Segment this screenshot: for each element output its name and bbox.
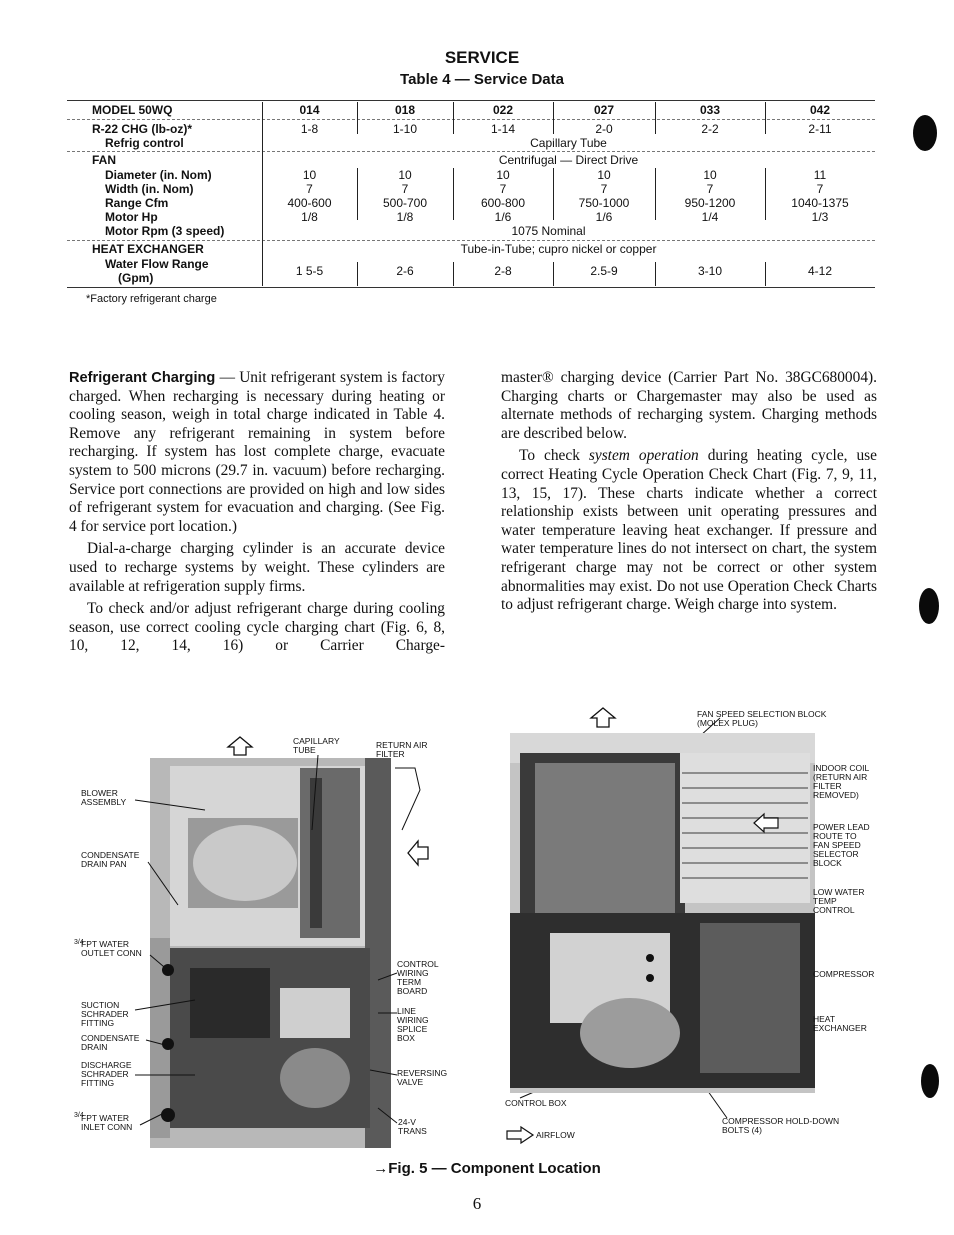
paragraph-text: during heating cycle, use correct Heating Cycle Operation Check Chart (Fig. 7, 9, 11, 13, 15, 17). These charts indicate whether a correct relationship exists between unit operating pressures and water temperature leaving heat exchanger. If pressure and water temperature lines do not intersect on chart, the system refrigerant charge may not be correct or other system abnormalities may exist. Do not use Operation Check Charts to adjust refrigerant charge. Weigh charge into system.: [501, 447, 877, 614]
reversing-valve-label: REVERSING VALVE: [397, 1068, 448, 1087]
refrig-label: Refrig control: [105, 136, 184, 150]
table-cell: 7: [499, 182, 507, 196]
model-header: 018: [394, 103, 416, 117]
diameter-label: Diameter (in. Nom): [105, 168, 212, 182]
model-label: MODEL 50WQ: [92, 103, 173, 117]
table-cell: 3-10: [697, 264, 723, 278]
outlet-size-label: 3/4: [74, 939, 84, 946]
inlet-size-label: 3/4: [74, 1112, 84, 1119]
table-cell: 1/3: [811, 210, 829, 224]
suction-fitting-label: SUCTION SCHRADER FITTING: [81, 1000, 129, 1028]
table-cell: 1 5-5: [295, 264, 324, 278]
table-cell: 4-12: [807, 264, 833, 278]
rpm-value: 1075 Nominal: [511, 224, 586, 238]
compressor-label: COMPRESSOR: [813, 969, 875, 979]
blower-assembly-label: BLOWER ASSEMBLY: [81, 788, 127, 807]
condensate-drain-label: CONDENSATE DRAIN: [81, 1033, 140, 1052]
table-cell: 2-11: [808, 122, 832, 136]
rpm-label: Motor Rpm (3 speed): [105, 224, 225, 238]
table-cell: 10: [302, 168, 317, 182]
table-cell: 750-1000: [578, 196, 630, 210]
table-cell: 7: [600, 182, 608, 196]
paragraph: Dial-a-charge charging cylinder is an accurate device used to recharge systems by weight. These cylinders are available at refrigeration supply firms.: [69, 540, 445, 595]
hx-value: Tube-in-Tube; cupro nickel or copper: [460, 242, 657, 256]
table-title: Table 4 — Service Data: [400, 71, 564, 88]
hp-label: Motor Hp: [105, 210, 158, 224]
section-heading: Refrigerant Charging: [69, 370, 216, 386]
table-cell: 500-700: [382, 196, 428, 210]
table-cell: 7: [401, 182, 409, 196]
table-cell: 11: [813, 168, 827, 182]
paragraph-text: To check: [519, 447, 589, 465]
fan-label: FAN: [92, 153, 116, 167]
model-header: 014: [299, 103, 320, 117]
flow-unit-label: (Gpm): [118, 271, 154, 285]
line-wiring-label: LINE WIRING SPLICE BOX: [397, 1006, 429, 1043]
model-header: 022: [492, 103, 514, 117]
model-header: 027: [593, 103, 615, 117]
airflow-label: AIRFLOW: [536, 1130, 575, 1140]
table-cell: 1/6: [494, 210, 512, 224]
model-header: 042: [809, 103, 831, 117]
table-cell: 1040-1375: [791, 196, 849, 210]
table-cell: 400-600: [287, 196, 332, 210]
paragraph: To check and/or adjust refrigerant charge during cooling season, use correct cooling cycle charging chart (Fig. 6, 8, 10, 12, 14, 16) or Carrier Charge-: [69, 600, 445, 655]
r22-label: R-22 CHG (lb-oz)*: [92, 122, 192, 136]
unit-illustration: [510, 733, 815, 1093]
table-cell: 950-1200: [684, 196, 736, 210]
table-cell: 1/6: [595, 210, 613, 224]
water-inlet-label: FPT WATER INLET CONN: [81, 1113, 133, 1132]
table-cell: 2-0: [595, 122, 613, 136]
hold-down-bolts-label: COMPRESSOR HOLD-DOWN BOLTS (4): [722, 1116, 840, 1135]
arrow-left-icon: [752, 812, 780, 834]
control-wiring-label: CONTROL WIRING TERM BOARD: [397, 959, 439, 996]
range-label: Range Cfm: [105, 196, 169, 210]
hx-label: HEAT EXCHANGER: [92, 242, 204, 256]
table-cell: 1-8: [300, 122, 319, 136]
table-cell: 2.5-9: [590, 264, 618, 278]
heat-exchanger-label: HEAT EXCHANGER: [813, 1014, 867, 1033]
section-title: SERVICE: [444, 48, 520, 67]
fan-speed-block-label: FAN SPEED SELECTION BLOCK (MOLEX PLUG): [697, 709, 827, 728]
paragraph-text: — Unit refrigerant system is factory charged. When recharging is necessary during heating or cooling season, weigh in total charge indicated in Table 4. Remove any refrigerant remaining in system before recharging. If system has lost complete charge, evacuate system to 500 microns (29.7 in. vacuum) before recharging. Service port connections are provided on high and low sides of refrigerant system for evacuation and charging. (See Fig. 4 for service port location.): [69, 369, 446, 535]
table-cell: 7: [816, 182, 824, 196]
table-cell: 2-6: [396, 264, 414, 278]
unit-photo-right: [510, 733, 815, 1093]
emphasis: system operation: [588, 447, 699, 465]
width-label: Width (in. Nom): [105, 182, 194, 196]
table-footnote: *Factory refrigerant charge: [86, 293, 217, 305]
condensate-drain-pan-label: CONDENSATE DRAIN PAN: [81, 850, 140, 869]
table-cell: 1/8: [301, 210, 318, 224]
table-cell: 2-8: [494, 264, 512, 278]
figure-caption: →Fig. 5 — Component Location: [373, 1160, 601, 1177]
discharge-fitting-label: DISCHARGE SCHRADER FITTING: [81, 1060, 132, 1088]
table-cell: 10: [398, 168, 412, 182]
return-air-filter-label: RETURN AIR FILTER: [376, 740, 428, 759]
capillary-tube-label: CAPILLARY TUBE: [293, 736, 340, 755]
arrow-up-icon: [588, 706, 618, 730]
airflow-arrow-icon: [505, 1125, 535, 1145]
model-header: 033: [699, 103, 721, 117]
table-cell: 10: [496, 168, 510, 182]
fan-type-value: Centrifugal — Direct Drive: [498, 153, 639, 167]
table-cell: 1-14: [490, 122, 516, 136]
power-lead-label: POWER LEAD ROUTE TO FAN SPEED SELECTOR BLOCK: [813, 822, 870, 868]
table-cell: 7: [706, 182, 714, 196]
transformer-label: 24-V TRANS: [398, 1117, 427, 1136]
water-outlet-label: FPT WATER OUTLET CONN: [81, 939, 142, 958]
table-cell: 10: [597, 168, 611, 182]
refrig-control-value: Capillary Tube: [530, 136, 607, 150]
page-number: 6: [472, 1194, 482, 1213]
flow-label: Water Flow Range: [105, 257, 209, 271]
table-cell: 1/4: [701, 210, 719, 224]
low-water-temp-label: LOW WATER TEMP CONTROL: [813, 887, 865, 915]
table-cell: 600-800: [480, 196, 526, 210]
table-cell: 7: [306, 182, 313, 196]
table-cell: 2-2: [701, 122, 719, 136]
indoor-coil-label: INDOOR COIL (RETURN AIR FILTER REMOVED): [813, 763, 870, 800]
table-cell: 1-10: [392, 122, 418, 136]
table-cell: 1/8: [396, 210, 414, 224]
control-box-label: CONTROL BOX: [505, 1098, 567, 1108]
paragraph: master® charging device (Carrier Part No. 38GC680004). Charging charts or Chargemaster may also be used as alternate methods of recharging system. Charging methods are described below.: [501, 369, 877, 442]
table-cell: 10: [703, 168, 717, 182]
